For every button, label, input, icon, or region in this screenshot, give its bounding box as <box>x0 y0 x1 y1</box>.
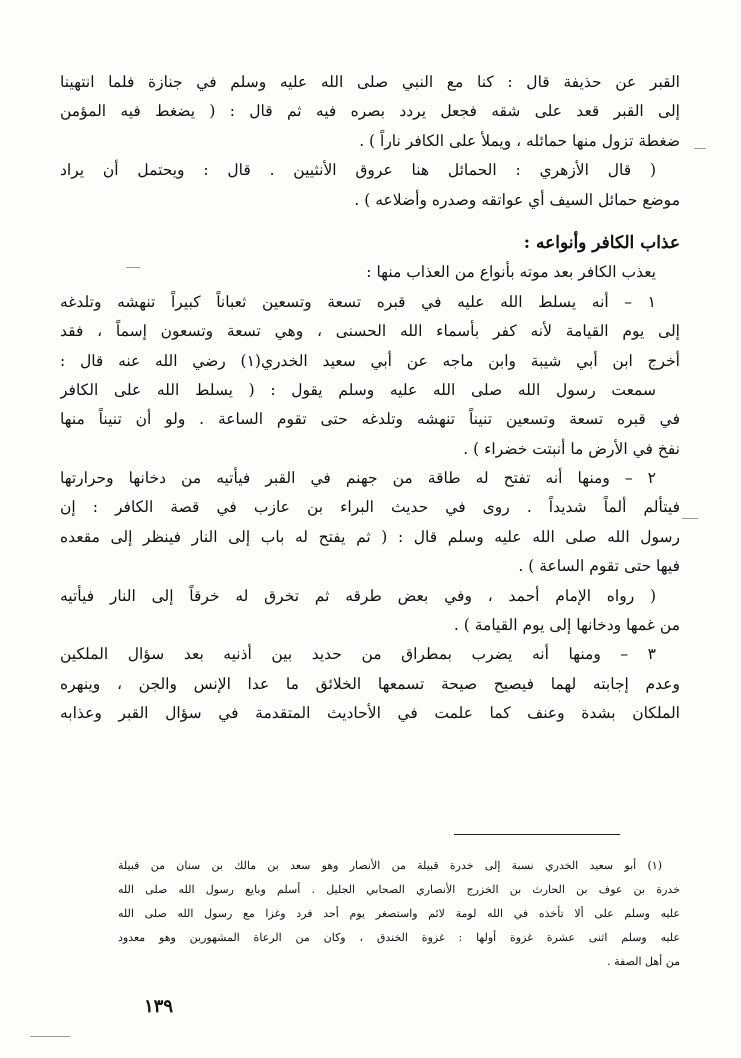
text-line: فيتألم ألماً شديداً . روى في حديث البراء بن عازب في قصة الكافر : إن <box>60 498 680 517</box>
main-text <box>60 68 680 729</box>
text-line: فيها حتى تقوم الساعة ) . <box>518 557 680 576</box>
text-line: إلى القبر قعد على شقه فجعل يردد بصره فيه ثم قال : ( يضغط فيه المؤمن <box>60 102 680 121</box>
text-line: ٣ – ومنها أنه يضرب بمطراق من حديد بين أذنيه بعد سؤال الملكين <box>60 645 656 664</box>
text-line: ١ – أنه يسلط الله عليه في قبره تسعة وتسعين ثعباناً كبيراً تنهشه وتلدغه <box>60 292 656 311</box>
text-line: ضغطة تزول منها حمائله ، ويملأ على الكافر ناراً ) . <box>359 131 680 150</box>
scan-mark <box>126 267 140 268</box>
footnote-line: عليه وسلم اثنى عشرة غزوة أولها : غزوة الخندق ، وكان من الرعاة المشهورين وهو معدود <box>118 931 680 944</box>
footnote-line: عليه وسلم على ألا تأخذه في الله لومة لائم واستصغر يوم أحد فرد وغزا مع رسول الله صلى الله <box>118 907 680 920</box>
section-gap <box>60 215 680 229</box>
text-line: في قبره تسعة وتسعين تنيناً تنهشه وتلدغه حتى تقوم الساعة . ولو أن تنيناً منها <box>60 410 680 429</box>
footnote-line: خدرة بن عوف بن الحارث بن الخزرج الأنصاري الصحابي الجليل . أسلم وبايع رسول الله صلى الله <box>118 883 680 896</box>
section-heading: عذاب الكافر وأنواعه : <box>523 232 680 253</box>
text-line: ( قال الأزهري : الحمائل هنا عروق الأنثيين . قال : ويحتمل أن يراد <box>60 161 656 180</box>
text-line: يعذب الكافر بعد موته بأنواع من العذاب منها : <box>366 263 656 282</box>
text-line: ( رواه الإمام أحمد ، وفي بعض طرقه ثم تخرق له خرقاً إلى النار فيأتيه <box>60 586 656 605</box>
text-line: إلى يوم القيامة لأنه كفر بأسماء الله الحسنى ، وهي تسعة وتسعون إسماً ، فقد <box>60 322 680 341</box>
scan-mark <box>30 1036 70 1037</box>
text-line: موضع حمائل السيف أي عواتقه وصدره وأضلاعه ) . <box>354 190 680 209</box>
text-line: رسول الله صلى الله عليه وسلم قال : ( ثم يفتح له باب إلى النار فينظر إلى مقعده <box>60 527 680 546</box>
scan-mark <box>682 518 698 519</box>
text-line: الملكان بشدة وعنف كما علمت في الأحاديث المتقدمة في سؤال القبر وعذابه <box>60 704 680 723</box>
text-line: القبر عن حذيفة قال : كنا مع النبي صلى الله عليه وسلم في جنازة فلما انتهينا <box>60 73 680 91</box>
text-line: ٢ – ومنها أنه تفتح له طاقة من جهنم في القبر فيأتيه من دخانها وحرارتها <box>60 469 656 488</box>
text-line: من غمها ودخانها إلى يوم القيامة ) . <box>453 616 680 635</box>
text-line: نفخ في الأرض ما أنبتت خضراء ) . <box>463 439 680 458</box>
scan-mark <box>694 148 706 149</box>
text-line: أخرج ابن أبي شيبة وابن ماجه عن أبي سعيد الخدري(١) رضي الله عنه قال : <box>60 351 680 370</box>
footnote-line: (١) أبو سعيد الخدري نسبة إلى خدرة قبيلة من الأنصار وهو سعد بن مالك بن سنان من قبيلة <box>118 859 662 872</box>
text-line: وعدم إجابته لهما فيصيح صيحة تسمعها الخلائق ما عدا الإنس والجن ، وينهره <box>60 674 680 693</box>
page-number: ١٣٩ <box>143 996 173 1017</box>
footnote-divider <box>454 834 620 835</box>
text-line: سمعت رسول الله صلى الله عليه وسلم يقول : ( يسلط الله على الكافر <box>60 380 656 399</box>
footnote-line: من أهل الصفة . <box>607 955 680 968</box>
footnotes <box>118 854 680 974</box>
